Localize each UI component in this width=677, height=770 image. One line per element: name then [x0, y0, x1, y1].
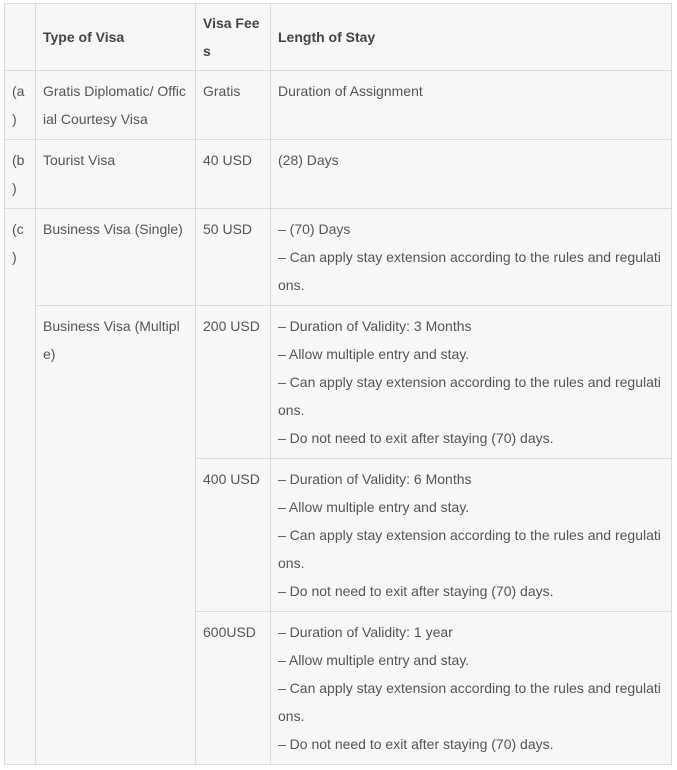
stay-line: – (70) Days: [278, 221, 351, 237]
header-visa-fees: Visa Fees: [196, 4, 271, 71]
stay-line: – Allow multiple entry and stay.: [278, 346, 470, 362]
table-row: [5, 306, 672, 459]
visa-fee: 200 USD: [196, 306, 271, 459]
stay-line: – Duration of Validity: 1 year: [278, 624, 453, 640]
visa-type: Business Visa (Single): [36, 209, 196, 306]
stay-line: – Do not need to exit after staying (70) days.: [278, 736, 554, 752]
table-header-row: [5, 4, 672, 71]
header-index: [5, 4, 36, 71]
visa-type: Gratis Diplomatic/ Official Courtesy Visa: [36, 71, 196, 140]
header-type-of-visa: Type of Visa: [36, 4, 196, 71]
stay-line: – Can apply stay extension according to the rules and regulations.: [278, 374, 661, 418]
length-of-stay: [271, 306, 672, 459]
length-of-stay: [271, 209, 672, 306]
stay-line: – Can apply stay extension according to the rules and regulations.: [278, 680, 661, 724]
row-index: (c): [5, 209, 36, 765]
visa-type: Tourist Visa: [36, 140, 196, 209]
stay-line: – Do not need to exit after staying (70) days.: [278, 430, 554, 446]
table-row: [5, 71, 672, 140]
table-row: [5, 209, 672, 306]
visa-fee: Gratis: [196, 71, 271, 140]
header-length-of-stay: Length of Stay: [271, 4, 672, 71]
stay-line: – Duration of Validity: 3 Months: [278, 318, 472, 334]
stay-line: (28) Days: [278, 152, 339, 168]
stay-line: – Can apply stay extension according to the rules and regulations.: [278, 527, 661, 571]
stay-line: – Do not need to exit after staying (70) days.: [278, 583, 554, 599]
length-of-stay: [271, 459, 672, 612]
visa-table: [4, 3, 672, 765]
length-of-stay: [271, 612, 672, 765]
visa-fee: 40 USD: [196, 140, 271, 209]
row-index: (b): [5, 140, 36, 209]
visa-fee: 600USD: [196, 612, 271, 765]
stay-line: – Duration of Validity: 6 Months: [278, 471, 472, 487]
length-of-stay: [271, 71, 672, 140]
stay-line: – Can apply stay extension according to the rules and regulations.: [278, 249, 661, 293]
visa-fee: 50 USD: [196, 209, 271, 306]
table-row: [5, 140, 672, 209]
stay-line: – Allow multiple entry and stay.: [278, 499, 470, 515]
row-index: (a): [5, 71, 36, 140]
visa-fee: 400 USD: [196, 459, 271, 612]
stay-line: – Allow multiple entry and stay.: [278, 652, 470, 668]
visa-type: Business Visa (Multiple): [36, 306, 196, 765]
length-of-stay: [271, 140, 672, 209]
stay-line: Duration of Assignment: [278, 83, 423, 99]
